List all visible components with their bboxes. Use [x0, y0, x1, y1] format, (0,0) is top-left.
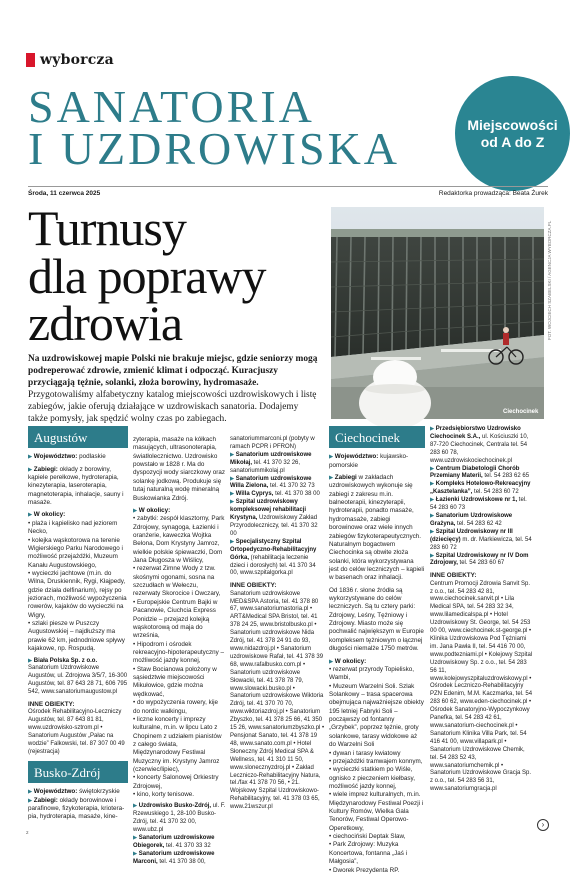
- list-item-text: szlaki piesze w Puszczy Augustowskiej – najdłuższy ma prawie 62 km, jednodniowe spływy kajakowe, np. Rospudą.: [28, 620, 125, 653]
- supplement-title-line2: I UZDROWISKA: [28, 123, 401, 175]
- section-heading-ciechocinek: Ciechocinek: [329, 426, 425, 448]
- photo-credit: FOT. WOJCIECH SZABELSKI / AGENCJA WYBORCZA.PL: [547, 220, 552, 340]
- facility: [430, 466, 534, 482]
- facility: [230, 491, 325, 499]
- label: Zabiegi:: [33, 465, 58, 473]
- logo-text: wyborcza: [40, 52, 114, 68]
- logo-mark: [26, 53, 35, 67]
- facility-name: Willa Cyprys,: [235, 491, 274, 498]
- wyborcza-logo: [26, 52, 114, 68]
- label: Województwo:: [33, 788, 78, 796]
- triangle-icon: ▶: [430, 528, 436, 535]
- column-busko-facilities: [230, 436, 325, 854]
- headline-line3: zdrowia: [28, 295, 183, 351]
- facility-name: Łazienki Uzdrowiskowe nr 1,: [435, 497, 518, 504]
- list-item-text: rezerwat przyrody Topielisko, Wambi,: [329, 665, 415, 682]
- triangle-icon: ▶: [133, 850, 139, 857]
- triangle-icon: ▶: [133, 803, 139, 810]
- label: W okolicy:: [334, 657, 367, 665]
- triangle-icon: ▶: [230, 475, 236, 482]
- facility: [28, 658, 128, 698]
- facility-details: tel. 41 370 38 00,: [157, 858, 206, 865]
- supplement-title-line1: SANATORIA: [28, 81, 315, 132]
- list-item: • Staw Bocianowa położony w sąsiedztwie miejscowości Mikułowice, gdzie można wędkować,: [133, 665, 217, 698]
- facility: [230, 539, 325, 579]
- value: podlaskie: [77, 453, 106, 461]
- column-busko: [133, 436, 226, 865]
- list-item: • wycieczki statkiem po Wiśle, ognisko z pieczeniem kiełbasy, możliwość jazdy konnej,: [329, 766, 415, 790]
- facility-details: ul. Kościuszki 10, 87-720 Ciechocinek, Centrala tel. 54 283 60 78, www.uzdrowiskociechocinek.pl: [430, 433, 529, 464]
- value: okłady z borowiny, kąpiele perełkowe, hydroterapia, kinezyterapia, laseroterapia, magnetoterapia, inhalacje, sauny i masaże.: [28, 465, 124, 507]
- busko-nearby: [133, 507, 226, 515]
- facility-details: m. dr. Markiewicza, tel. 54 283 60 72: [430, 536, 532, 551]
- lede-bold: Na uzdrowiskowej mapie Polski nie brakuje miejsc, gdzie seniorzy mogą podreperować zdrowie, zmienić klimat i odpocząć. Kuracjuszy przyciągają tężnie, solanki, złoża borowiny, hydromasaże.: [28, 354, 318, 389]
- other-facilities: Centrum Promocji Zdrowia Sanvit Sp. z o.o., tel. 54 283 42 81, www.ciechocinek.sanvit.pl • Lila Medical SPA, tel. 54 283 32 34, www.lilamedicalspa.pl • Hotel Uzdrowiskowy St. George, tel. 54 253 00 00, www.ciechocinek.st-george.pl • Klinika Uzdrowiskowa Pod Tężniami im. Jana Pawła II, tel. 54 416 70 00, www.podtezniami.pl • Kolejowy Szpital Uzdrowiskowy Sp. z o.o., tel. 54 283 56 11, www.kolejowyszpitaluzdrowiskowy.pl • Ośrodek Leczniczo-Rehabilitacyjny PZN Edenim, M.M. Kaczmarka, tel. 54 283 60 62, www.eden-ciechocinek.pl • Ośrodek Sanatoryjno-Wypoczynkowy Panefka, tel. 54 283 42 61, www.sanatorium-ciechocinek.pl • Sanatorium Klinika Villa Park, tel. 54 416 41 00, www.villapark.pl • Sanatorium Uzdrowiskowe Chemik, tel. 54 283 52 43, www.sanatoriumchemik.pl • Sanatorium Uzdrowiskowe Gracja Sp. z o.o., tel. 54 283 56 31, www.sanatoriumgracja.pl: [430, 580, 533, 793]
- supplement-title: [28, 81, 401, 175]
- list-item: • rezerwat Zimne Wody z tzw. skośnymi ogonami, sosna na szczudłach w Wełeczu, rezerwaty Skorocice i Owczary,: [133, 565, 221, 598]
- ciechocinek-nearby: [329, 658, 425, 666]
- list-item-text: wycieczki statkiem po Wiśle, ognisko z pieczeniem kiełbasy, możliwość jazdy konnej,: [329, 766, 415, 790]
- triangle-icon: ▶: [230, 451, 236, 458]
- teznie-illustration: [331, 207, 544, 419]
- issue-date: Środa, 11 czerwca 2025: [28, 190, 101, 197]
- headline-line2: dla poprawy: [28, 247, 266, 304]
- teznie-photo: [331, 207, 544, 419]
- badge-line2: od A do Z: [480, 133, 545, 150]
- busko-treatments: [28, 797, 128, 822]
- facility-details: tel. 41 370 32 73: [268, 483, 315, 490]
- list-item: • zabytki: zespół klasztorny, Park Zdrojowy, synagoga, Łazienki i oranżerie, kaweczka Wojtka Belona, Dom Krystyny Jamroz, wielkie polskie śpiewaczki, Dom Jana Długosza w Wiślicy,: [133, 515, 225, 565]
- list-item-text: kino, korty tenisowe.: [136, 791, 195, 799]
- triangle-icon: ▶: [28, 512, 34, 519]
- busko-voivodeship: [28, 788, 128, 796]
- list-item: • koncerty Salonowej Orkiestry Zdrojowej,: [133, 774, 219, 790]
- augustow-nearby: [28, 511, 128, 519]
- list-item: • plaża i kąpielisko nad jeziorem Necko,: [28, 519, 118, 536]
- facility-details: Sanatorium Uzdrowiskowe Augustów, ul. Zdrojowa 3/5/7, 16-300 Augustów, tel. 87 643 28 71, 606 795 542, www.sanatoriumaugustow.pl: [28, 665, 128, 696]
- list-item: • przejażdżki tramwajem konnym,: [329, 757, 423, 765]
- list-item: • ciechociński Deptak Slaw,: [329, 833, 406, 841]
- facility-name: Uzdrowisko Busko-Zdrój,: [138, 803, 212, 810]
- triangle-icon: ▶: [430, 465, 436, 472]
- list-item: • wiele imprez kulturalnych, m.in. Międzynarodowy Festiwal Poezji i Kultury Romów, Wielka Gala Tenorów, Festiwal Operowo-Operetkowy,: [329, 791, 424, 832]
- facility-name: Biała Polska Sp. z o.o.: [33, 657, 98, 664]
- section-heading-busko: Busko-Zdrój: [28, 761, 128, 783]
- label: Województwo:: [334, 453, 379, 461]
- list-item: • rezerwat przyrody Topielisko, Wambi,: [329, 665, 415, 682]
- facility-name: Szpital Uzdrowiskowy nr IV Dom Zdrojowy,: [430, 552, 529, 567]
- triangle-icon: ▶: [28, 789, 34, 796]
- label: Zabiegi:: [33, 796, 58, 804]
- facility-name: Przedsiębiorstwo Uzdrowisko Ciechocinek S.A.,: [430, 426, 521, 440]
- label: Zabiegi: [334, 474, 357, 481]
- list-item-text: ciechociński Deptak Slaw,: [332, 833, 406, 841]
- ciechocinek-voivodeship: [329, 453, 425, 470]
- list-item-text: wycieczki jachtowe (m.in. do Wilna, Druskiennik, Rygi, Kłajpedy, gdzie działa delfinarium), rejsy po jeziorach, możliwość wypożyczenia rowerów, kajaków do wycieczki na Wigry,: [28, 569, 127, 619]
- facility: [133, 851, 226, 867]
- facility: [430, 481, 534, 497]
- list-item-text: Hipodrom i ośrodek rekreacyjno-hipoterapeutyczny – możliwość jazdy konnej,: [133, 640, 225, 665]
- lede-regular: Przygotowaliśmy alfabetyczny katalog miejscowości uzdrowiskowych i listę zabiegów, jakie oferują działające w uzdrowiskach sanatoria. Dodajemy także pomysły, jak spędzić wolny czas po zabiegach.: [28, 390, 317, 425]
- list-item-text: koncerty Salonowej Orkiestry Zdrojowej,: [133, 774, 219, 790]
- facility-details: tel. 54 283 62 42: [455, 520, 502, 527]
- facility-details: tel. 41 370 38 00: [273, 491, 320, 498]
- triangle-icon: ▶: [430, 426, 436, 432]
- triangle-icon: ▶: [430, 497, 436, 504]
- triangle-icon: ▶: [430, 512, 436, 519]
- facility-name: Kompleks Hotelowo-Rekreacyjny „Kasztelanka”,: [430, 481, 531, 496]
- list-item: • liczne koncerty i imprezy kulturalne, m.in. w lipcu Lato z Chopinem z udziałem pianistów z całego świata, Międzynarodowy Festiwal Muzyczny im. Krystyny Jamroz (czerwiec/lipiec),: [133, 715, 222, 774]
- augustow-voivodeship: [28, 453, 128, 461]
- value: okłady borowinowe i parafinowe, fizykoterapia, kriotera-pia, hydroterapia, masaże, kine-: [28, 796, 125, 821]
- facility: [430, 513, 534, 529]
- facility: [230, 476, 325, 492]
- list-item-text: do wypożyczenia rowery, kije do nordic walkingu,: [133, 699, 219, 715]
- facility: [430, 426, 534, 466]
- list-item: • Hipodrom i ośrodek rekreacyjno-hipoterapeutyczny – możliwość jazdy konnej,: [133, 640, 225, 665]
- busko-text: sanatoriummarconi.pl (pobyty w ramach PCPR i PFRON): [230, 436, 315, 450]
- facility-name: Sanatorium uzdrowiskowe Mikołaj,: [230, 451, 312, 466]
- section-heading-augustow: Augustów: [28, 426, 128, 448]
- triangle-icon: ▶: [230, 538, 236, 545]
- list-item-text: Staw Bocianowa położony w sąsiedztwie miejscowości Mikułowice, gdzie można wędkować,: [133, 665, 217, 698]
- triangle-icon: ▶: [28, 657, 34, 664]
- other-facilities: Sanatorium uzdrowiskowe MED&SPA Astoria, tel. 41 378 80 67, www.sanatoriumastoria.pl • ART&Medical SPA Bristol, tel. 41 378 24 25, www.bristolbusko.pl • Sanatorium uzdrowiskowe Nida Zdrój, tel. 41 378 24 91 do 93, www.nidazdroj.pl • Sanatorium uzdrowiskowe Rafał, tel. 41 378 39 68, www.rafalbusko.com.pl • Sanatorium uzdrowiskowe Słowacki, tel. 41 378 78 79, www.slowacki.busko.pl • Sanatorium uzdrowiskowe Wiktoria Zdrój, tel. 41 370 70 70, www.wiktoriazdroj.pl • Sanatorium Zbyszko, tel. 41 378 25 66, 41 350 15 26, www.sanatoriumzbyszko.pl • Pensjonat Sanato, tel. 41 378 19 48, www.sanato.com.pl • Hotel Słoneczny Zdrój Medical SPA & Wellness, tel. 41 310 11 50, www.slonecznyzdroj.pl • Zakład Leczniczo-Rehabilitacyjny Natura, tel./fax 41 378 70 56, • 21. Wojskowy Szpital Uzdrowiskowo-Rehabilitacyjny, tel. 41 378 03 65, www.21wszur.pl: [230, 590, 325, 811]
- facility-name: Sanatorium uzdrowiskowe Obiegorek,: [133, 835, 215, 849]
- facility: [430, 529, 534, 553]
- lede: [28, 353, 318, 425]
- facility: [133, 803, 226, 835]
- facility-name: Sanatorium uzdrowiskowe Marconi,: [133, 850, 215, 865]
- headline-line1: Turnusy: [28, 200, 186, 256]
- column-ciechocinek: [329, 426, 425, 874]
- facility: [430, 497, 534, 513]
- triangle-icon: ▶: [133, 507, 139, 514]
- triangle-icon: ▶: [28, 466, 34, 473]
- facility: [430, 553, 534, 569]
- facility-details: tel. 41 370 33 32: [164, 842, 211, 849]
- facility-name: Szpital uzdrowiskowy kompleksowej rehabilitacji Krystyna,: [230, 499, 307, 522]
- facility: [230, 452, 325, 476]
- list-item: • Park Zdrojowy: Muzyka Koncertowa, fontanna „Jaś i Małgosia”,: [329, 841, 408, 866]
- ciechocinek-treatments: [329, 474, 425, 583]
- list-item-text: Europejskie Centrum Bajki w Pacanowie, Ciuchcia Express Ponidzie – przejazd kolejką wąskotorową od maja do września,: [133, 598, 218, 640]
- busko-text: zyterapia, masaże na kółkach masujących, ultrasonoterapia, światłolecznictwo. Uzdrowisko powstało w 1828 r. Ma do dyspozycji wody siarczkowy oraz solankę jodkową. Produkuje się tutaj naturalną wodę mineralną Buskowianka Zdrój.: [133, 436, 226, 502]
- facility-name: Szpital Uzdrowiskowy nr III (dziecięcy): [430, 528, 513, 543]
- facility-name: Sanatorium Uzdrowiskowe Grażyna,: [430, 512, 513, 527]
- divider: [28, 186, 548, 187]
- headline: [28, 200, 328, 351]
- facility-name: Sanatorium uzdrowiskowe Willa Zielona,: [230, 475, 312, 490]
- list-item-text: liczne koncerty i imprezy kulturalne, m.in. w lipcu Lato z Chopinem z udziałem pianistów z całego świata, Międzynarodowy Festiwal Muzyczny im. Krystyny Jamroz (czerwiec/lipiec),: [133, 715, 222, 774]
- facility-details: tel. 54 283 60 73: [430, 497, 527, 512]
- editor-credit: Redaktorka prowadząca: Beata Żurek: [438, 190, 548, 197]
- list-item-text: kolejka wąskotorowa na terenie Wigierskiego Parku Narodowego i możliwość przejażdżki, Muzeum Kanału Augustowskiego,: [28, 536, 123, 569]
- list-item: • Dworek Prezydenta RP.: [329, 866, 400, 874]
- list-item: • wycieczki jachtowe (m.in. do Wilna, Druskiennik, Rygi, Kłajpedy, gdzie działa delfinarium), rejsy po jeziorach, możliwość wypożyczenia rowerów, kajaków do wycieczki na Wigry,: [28, 569, 127, 619]
- list-item-text: wiele imprez kulturalnych, m.in. Międzynarodowy Festiwal Poezji i Kultury Romów, Wielka Gala Tenorów, Festiwal Operowo-Operetkowy,: [329, 791, 424, 832]
- list-item-text: dywan i tarasy kwiatowy: [332, 749, 401, 757]
- list-item: • kolejka wąskotorowa na terenie Wigierskiego Parku Narodowego i możliwość przejażdżki, Muzeum Kanału Augustowskiego,: [28, 536, 123, 569]
- triangle-icon: ▶: [230, 491, 236, 498]
- triangle-icon: ▶: [28, 797, 34, 804]
- dateline: [28, 190, 548, 197]
- label: Województwo:: [33, 453, 78, 461]
- section-badge: [455, 76, 570, 191]
- triangle-icon: ▶: [28, 454, 34, 461]
- facility-name: Specjalistyczny Szpital Ortopedyczno-Rehabilitacyjny Górka,: [230, 538, 317, 561]
- triangle-icon: ▶: [430, 552, 436, 559]
- list-item-text: przejażdżki tramwajem konnym,: [332, 757, 423, 765]
- other-facilities-label: INNE OBIEKTY:: [230, 582, 277, 590]
- label: W okolicy:: [33, 511, 66, 519]
- list-item-text: zabytki: zespół klasztorny, Park Zdrojowy, synagoga, Łazienki i oranżerie, kaweczka Wojtka Belona, Dom Krystyny Jamroz, wielkie polskie śpiewaczki, Dom Jana Długosza w Wiślicy,: [133, 515, 225, 565]
- facility-details: tel. 54 283 60 67: [457, 560, 505, 567]
- facility: [230, 499, 325, 539]
- facility-details: tel. 54 283 62 65: [482, 473, 530, 480]
- triangle-icon: ▶: [329, 658, 335, 665]
- list-item: • Europejskie Centrum Bajki w Pacanowie, Ciuchcia Express Ponidzie – przejazd kolejką wąskotorową od maja do września,: [133, 598, 218, 640]
- augustow-treatments: [28, 466, 128, 508]
- list-item-text: rezerwat Zimne Wody z tzw. skośnymi ogonami, sosna na szczudłach w Wełeczu, rezerwaty Skorocice i Owczary,: [133, 565, 221, 598]
- list-item-text: Muzeum Warzelni Soli. Szlak Solankowy – trasa spacerowa obejmująca najważniejsze obiekty 195 letniej Fabryki Soli – począwszy od fontanny „Grzybek”, poprzez tężnie, groty solankowe, tarasy widokowe aż do Warzelni Soli: [329, 682, 424, 749]
- facility-details: (rehabilitacja leczenie dzieci i dorosłych) tel. 41 370 34 00, www.szpitalgorka.pl: [230, 554, 316, 577]
- triangle-icon: ▶: [133, 835, 139, 842]
- ciechocinek-history: Od 1836 r. słone źródła są wykorzystywane do celów leczniczych. Są tu cztery parki: Zdrojowy, Leśny, Tężniowy i Zdrojowy. Miasto może się pochwalić największym w Europie kompleksem tężniowym o łącznej długości niemalże 1750 metrów.: [329, 586, 424, 653]
- triangle-icon: ▶: [329, 475, 335, 481]
- value: świętokrzyskie: [77, 788, 120, 796]
- other-facilities: Ośrodek Rehabilitacyjno-Leczniczy Augustów, tel. 87 643 81 81, www.uzdrowisko-sztrom.pl • Sanatorium Augustów „Pałac na wodzie” Falkowski, tel. 87 307 00 49 (rejestracja): [28, 709, 125, 755]
- next-page-icon: ›: [537, 819, 549, 831]
- list-item: • do wypożyczenia rowery, kije do nordic walkingu,: [133, 699, 219, 715]
- list-item-text: plaża i kąpielisko nad jeziorem Necko,: [28, 519, 118, 536]
- page-number: 2: [26, 830, 29, 835]
- list-item-text: Park Zdrojowy: Muzyka Koncertowa, fontanna „Jaś i Małgosia”,: [329, 841, 408, 866]
- facility: [133, 835, 226, 851]
- facility-details: tel. 41 370 32 26, sanatoriummikolaj.pl: [230, 459, 301, 474]
- facility-details: tel. 54 283 60 72: [472, 489, 519, 496]
- value: w zakładach uzdrowiskowych wykonuje się zabiegi z zakresu m.in. balneoterapii, kinezyterapii, hydroterapii, ponadto masaże, hydromasaże, zabiegi borowinowe oraz wiele innych zabiegów fizykoterapeutycznych. Naturalnym bogactwem Ciechocinka są obwite złoża solanki, która wykorzystywana jest do celów leczniczych – kąpieli w basenach oraz inhalacji.: [329, 474, 425, 582]
- triangle-icon: ▶: [230, 499, 236, 506]
- list-item: • szlaki piesze w Puszczy Augustowskiej – najdłuższy ma prawie 62 km, jednodniowe spływy kajakowe, np. Rospudą.: [28, 620, 125, 653]
- list-item: • dywan i tarasy kwiatowy: [329, 749, 401, 757]
- facility-details: ul. F. Rzewuskiego 1, 28-100 Busko-Zdrój, tel. 41 370 32 00, www.ubz.pl: [133, 803, 226, 834]
- badge-line1: Miejscowości: [467, 117, 558, 134]
- list-item-text: Dworek Prezydenta RP.: [332, 866, 400, 874]
- list-item: • kino, korty tenisowe.: [133, 791, 195, 799]
- column-ciechocinek-facilities: [430, 426, 534, 830]
- list-item: • Muzeum Warzelni Soli. Szlak Solankowy – trasa spacerowa obejmująca najważniejsze obiekty 195 letniej Fabryki Soli – począwszy od fontanny „Grzybek”, poprzez tężnie, groty solankowe, tarasy widokowe aż do Warzelni Soli: [329, 682, 424, 749]
- facility-name: Centrum Diabetologii Chorób Przemiany Materii,: [430, 465, 520, 480]
- triangle-icon: ▶: [329, 454, 335, 461]
- facility-details: Uzdrowiskowy Zakład Przyrodoleczniczy, tel. 41 370 32 00: [230, 515, 318, 537]
- label: W okolicy:: [138, 506, 171, 514]
- value: kujawsko-pomorskie: [329, 453, 409, 469]
- photo-caption: Ciechocinek: [503, 409, 539, 415]
- triangle-icon: ▶: [430, 481, 436, 488]
- other-facilities-label: INNE OBIEKTY:: [28, 701, 75, 709]
- other-facilities-label: INNE OBIEKTY:: [430, 572, 477, 580]
- column-augustow: [28, 426, 128, 844]
